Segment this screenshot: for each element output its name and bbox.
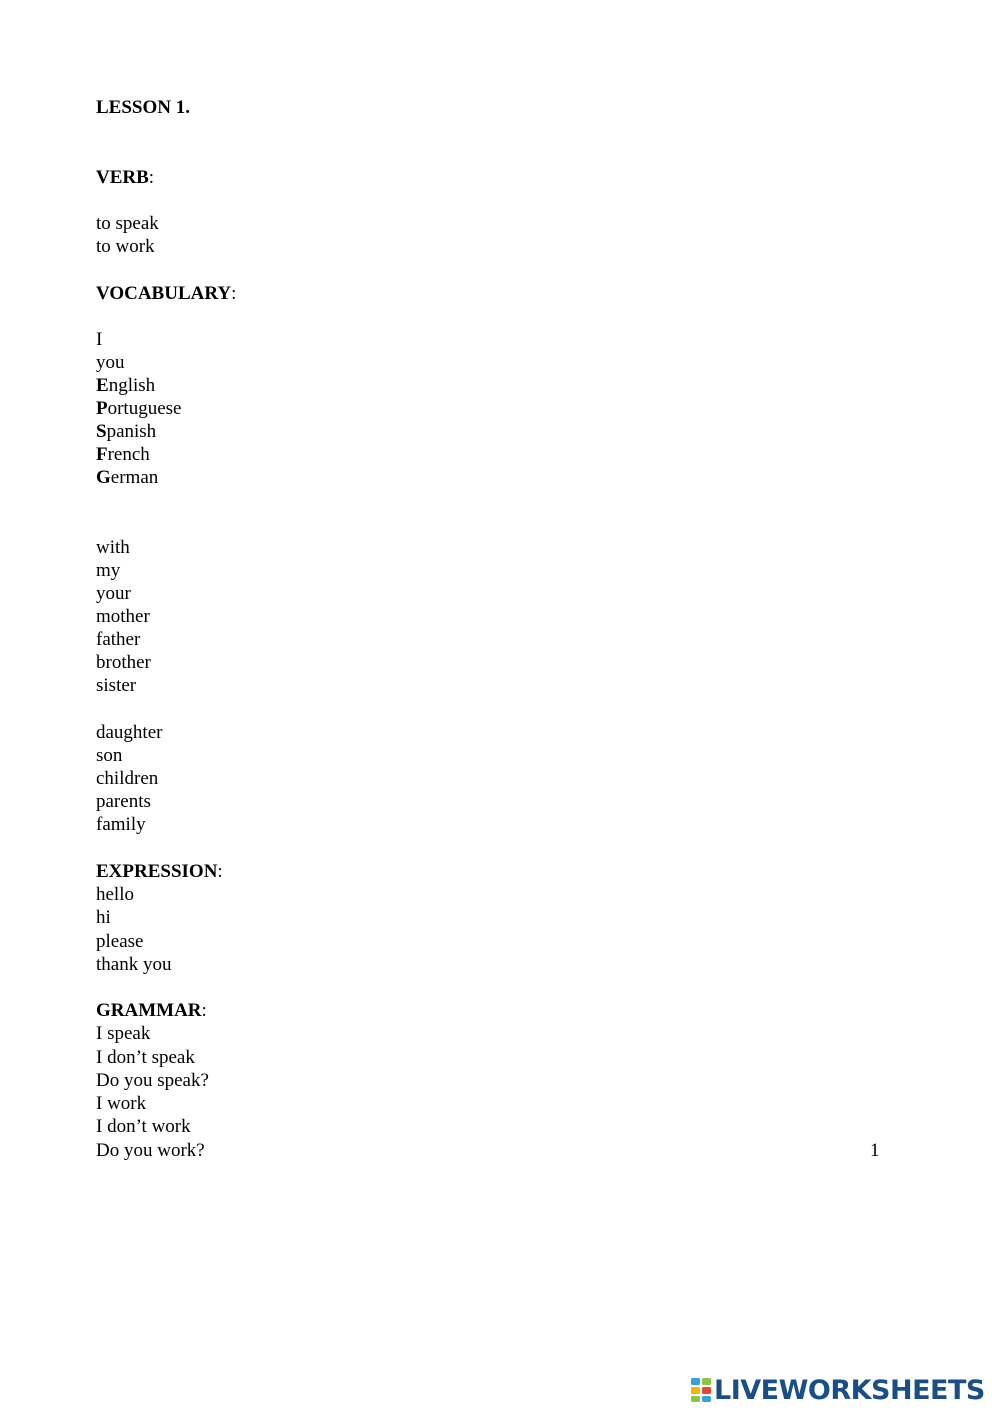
family-word: daughter xyxy=(96,722,163,743)
verb-heading-label: VERB xyxy=(96,167,149,188)
language-rest: ortuguese xyxy=(107,398,182,419)
vocabulary-item: you xyxy=(96,352,125,373)
vocabulary-heading-label: VOCABULARY xyxy=(96,283,232,304)
vocabulary-item: I xyxy=(96,329,103,350)
liveworksheets-logo[interactable] xyxy=(690,1374,985,1406)
language-rest: erman xyxy=(110,467,159,488)
verb-heading-colon: : xyxy=(148,167,155,188)
expression-item: please xyxy=(96,931,144,952)
language-initial: E xyxy=(96,375,109,396)
language-initial: F xyxy=(96,444,108,465)
language-item xyxy=(96,397,181,420)
family-word: with xyxy=(96,537,130,558)
grammar-item: I speak xyxy=(96,1023,151,1044)
family-word: brother xyxy=(96,652,151,673)
family-word: father xyxy=(96,629,141,650)
family-word: mother xyxy=(96,606,150,627)
liveworksheets-logo-icon xyxy=(690,1377,712,1403)
expression-item: hello xyxy=(96,884,134,905)
language-initial: P xyxy=(96,398,108,419)
family-word: family xyxy=(96,814,146,835)
language-item xyxy=(96,420,156,443)
vocabulary-heading-colon: : xyxy=(231,283,237,304)
family-word: parents xyxy=(96,791,151,812)
grammar-item: I don’t speak xyxy=(96,1047,195,1068)
liveworksheets-logo-text: LIVEWORKSHEETS xyxy=(714,1374,985,1406)
language-item xyxy=(96,443,150,466)
language-initial: S xyxy=(96,421,107,442)
family-word: children xyxy=(96,768,159,789)
page-number: 1 xyxy=(870,1140,880,1161)
lesson-title: LESSON 1. xyxy=(96,97,190,118)
grammar-item: Do you speak? xyxy=(96,1070,209,1091)
grammar-heading-colon: : xyxy=(201,1000,207,1021)
family-word: son xyxy=(96,745,123,766)
expression-heading xyxy=(96,860,223,883)
language-item xyxy=(96,374,155,397)
grammar-item: Do you work? xyxy=(96,1140,205,1161)
grammar-item: I don’t work xyxy=(96,1116,191,1137)
grammar-heading xyxy=(96,999,207,1022)
expression-heading-label: EXPRESSION xyxy=(96,861,218,882)
grammar-item: I work xyxy=(96,1093,147,1114)
grammar-heading-label: GRAMMAR xyxy=(96,1000,202,1021)
language-rest: nglish xyxy=(108,375,156,396)
verb-item: to work xyxy=(96,236,155,257)
verb-item: to speak xyxy=(96,213,159,234)
language-rest: panish xyxy=(106,421,157,442)
language-initial: G xyxy=(96,467,111,488)
language-rest: rench xyxy=(107,444,150,465)
family-word: sister xyxy=(96,675,137,696)
vocabulary-heading xyxy=(96,282,236,305)
verb-heading xyxy=(96,166,154,189)
expression-item: hi xyxy=(96,907,111,928)
expression-heading-colon: : xyxy=(217,861,223,882)
family-word: my xyxy=(96,560,121,581)
family-word: your xyxy=(96,583,131,604)
language-item xyxy=(96,466,158,489)
expression-item: thank you xyxy=(96,954,172,975)
